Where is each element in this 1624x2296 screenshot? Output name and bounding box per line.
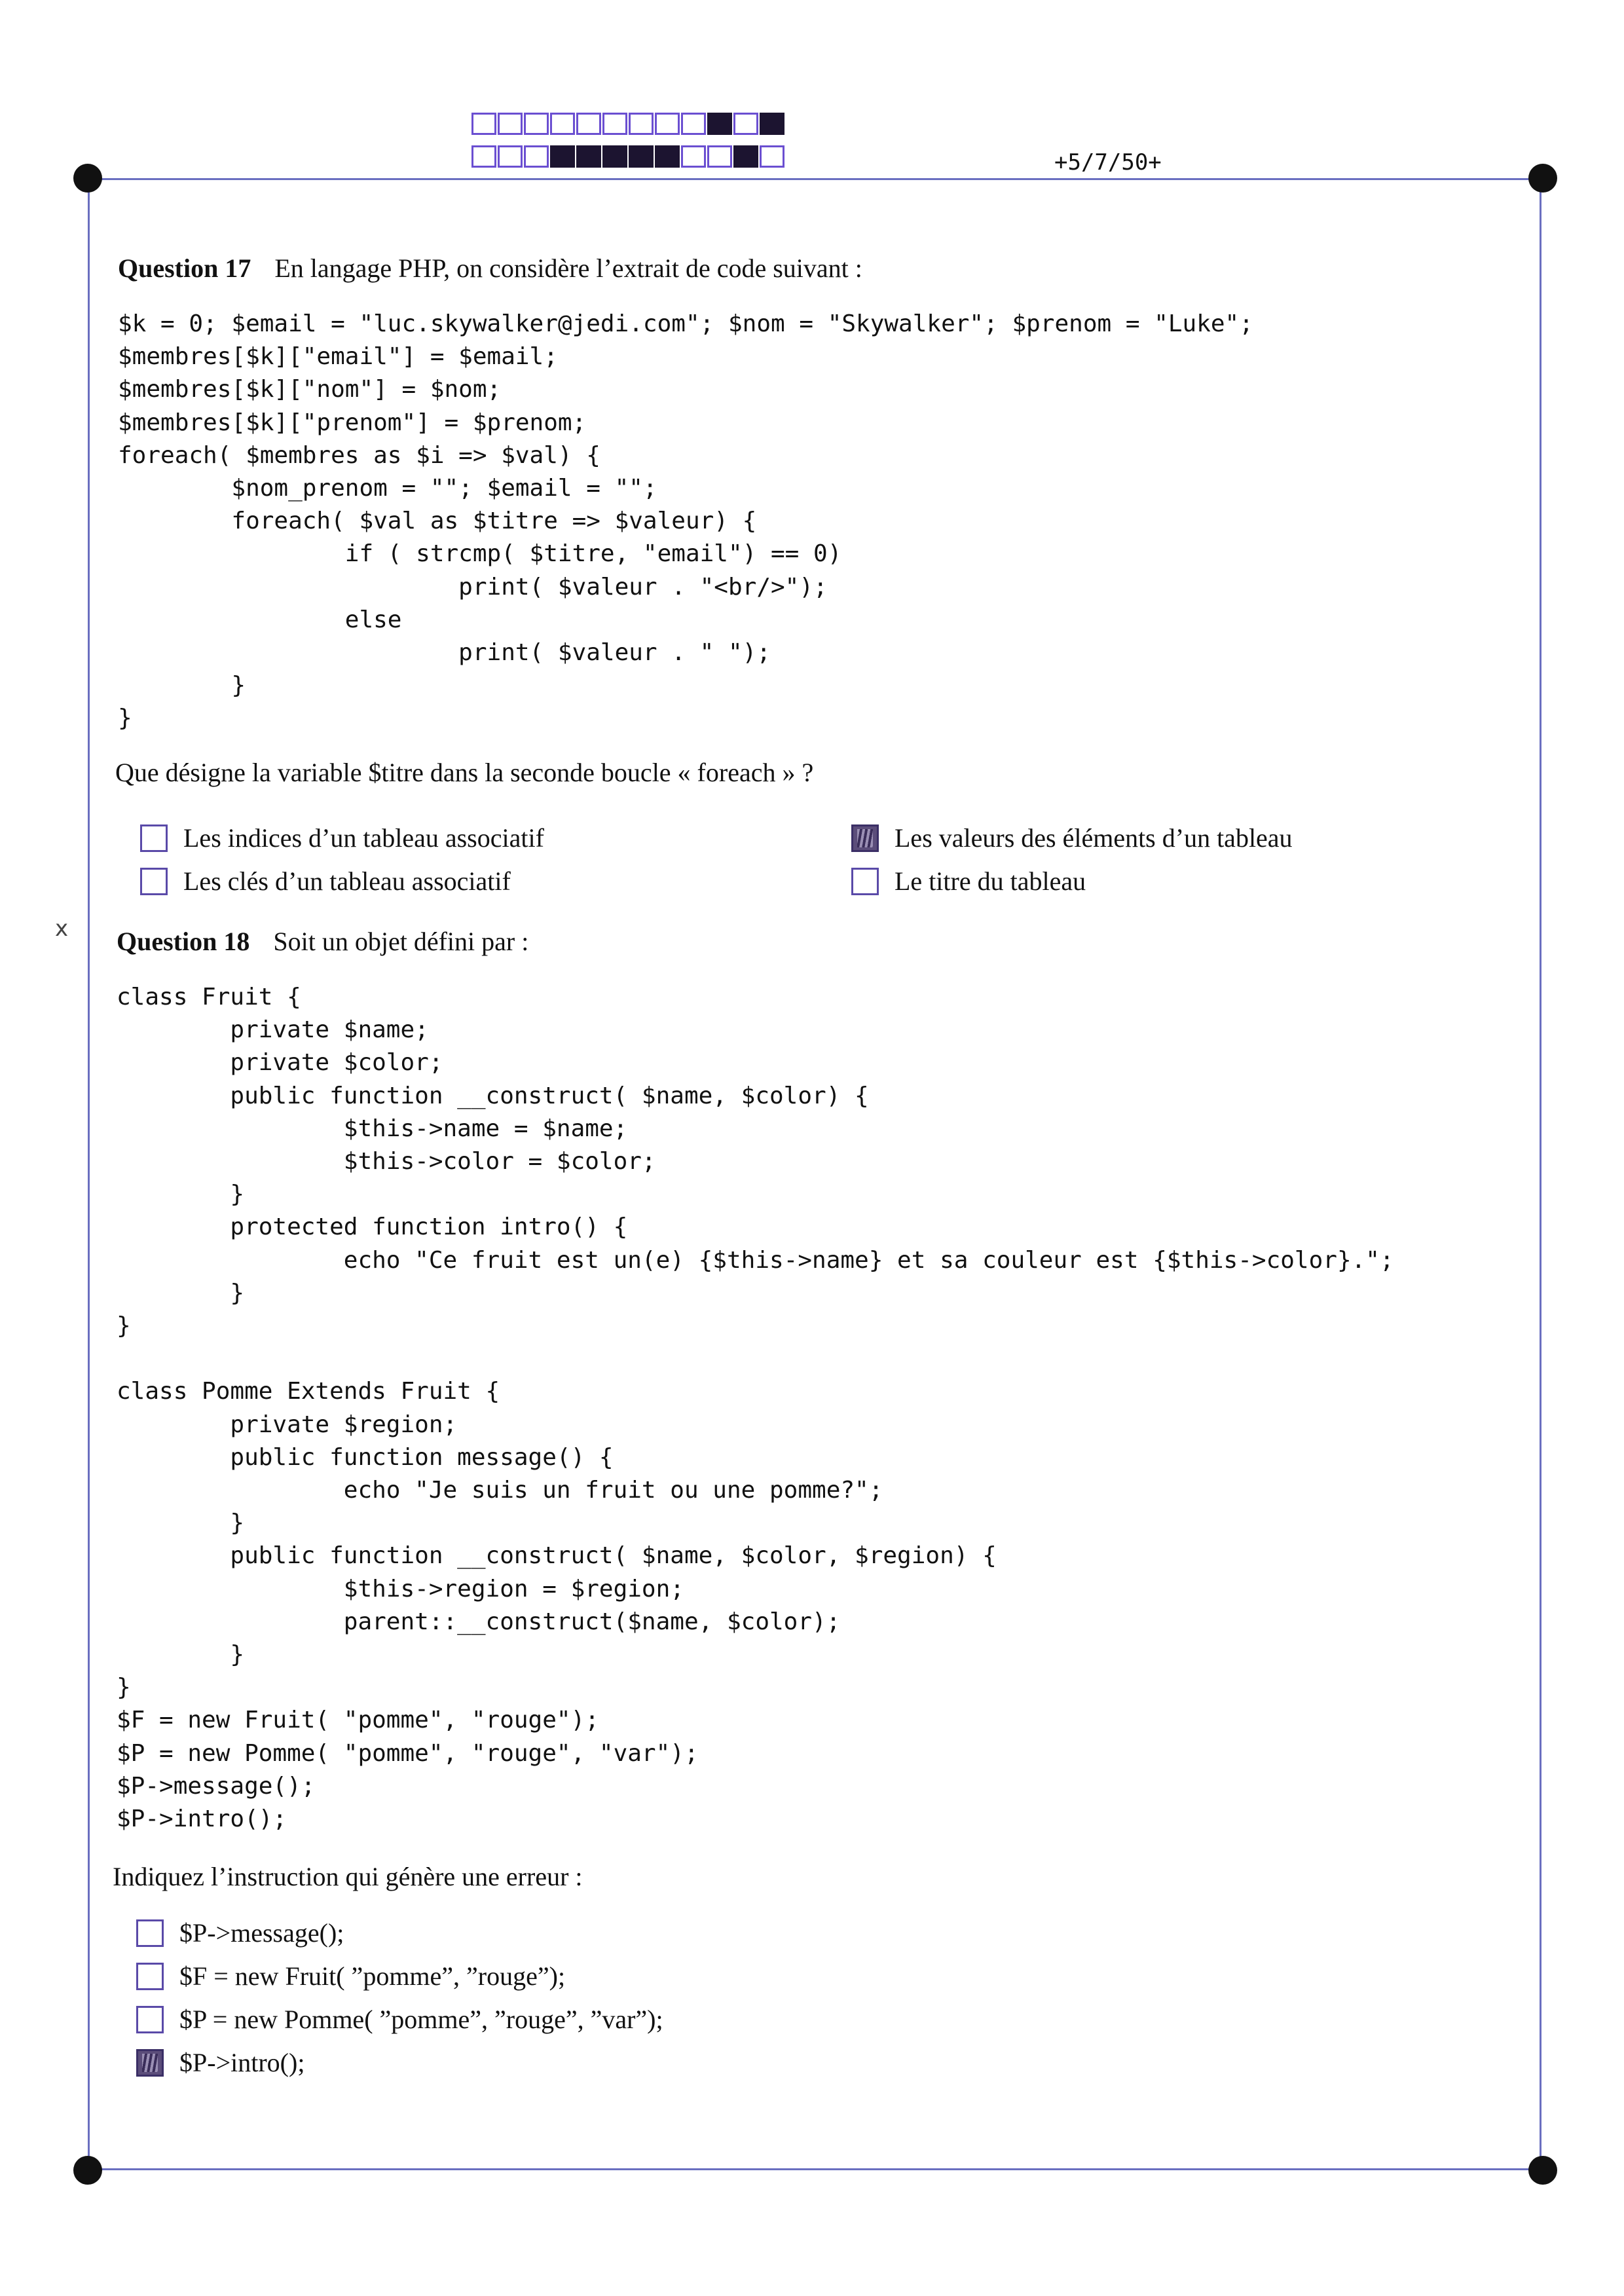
question-18-code: class Fruit { private $name; private $color; public function __construct( $name, $color) { $this->name = $name; $this->color = $color; } protected function intro() { echo "Ce fruit est un(e) {$this->name} et sa couleur est {$this->color}."; } } class Pomme Extends Fruit { private $region; public function message() { echo "Je suis un fruit ou une pomme?"; } public function __construct( $name, $color, $region) { $this->region = $region; parent::__construct($name, $color); } } $F = new Fruit( "pomme", "rouge"); $P = new Pomme( "pomme", "rouge", "var"); $P->message(); $P->intro(); (117, 984, 1394, 1833)
margin-mark: x (55, 916, 69, 942)
q17-option-2-checkbox[interactable] (140, 868, 168, 895)
barcode-cell (707, 113, 732, 135)
question-18-number: Question 18 (117, 927, 250, 956)
barcode-cell (576, 113, 601, 135)
barcode-cell (602, 113, 627, 135)
q18-option-3[interactable] (136, 2004, 663, 2035)
barcode-cell (524, 113, 549, 135)
q18-option-2[interactable] (136, 1961, 565, 1991)
barcode-cell (550, 145, 575, 168)
barcode-cell (498, 145, 523, 168)
barcode-cell (550, 113, 575, 135)
barcode-cell (602, 145, 627, 168)
q17-option-4[interactable] (851, 866, 1086, 897)
question-18-intro: Soit un objet défini par : (273, 927, 529, 956)
barcode-cell (655, 145, 680, 168)
q17-option-4-label: Le titre du tableau (895, 866, 1086, 896)
barcode-cell (629, 113, 654, 135)
barcode-cell (760, 113, 784, 135)
question-17-intro: En langage PHP, on considère l’extrait de code suivant : (274, 253, 862, 283)
barcode-cell (524, 145, 549, 168)
barcode-cell (629, 145, 654, 168)
barcode-cell (707, 145, 732, 168)
question-17-prompt: Que désigne la variable $titre dans la seconde boucle « foreach » ? (115, 758, 814, 787)
q18-option-1-checkbox[interactable] (136, 1919, 164, 1947)
q18-option-1[interactable] (136, 1917, 344, 1948)
question-18-prompt: Indiquez l’instruction qui génère une erreur : (113, 1862, 583, 1891)
barcode-cell (760, 145, 784, 168)
q18-option-4-label: $P->intro(); (179, 2048, 305, 2077)
q18-option-4[interactable] (136, 2047, 304, 2078)
question-18-header (117, 926, 528, 957)
barcode-cell (681, 113, 706, 135)
q18-option-3-checkbox[interactable] (136, 2006, 164, 2033)
barcode-cell (733, 145, 758, 168)
q18-option-3-label: $P = new Pomme( ”pomme”, ”rouge”, ”var”); (179, 2005, 663, 2034)
q17-option-2-label: Les clés d’un tableau associatif (183, 866, 511, 896)
q17-option-1-label: Les indices d’un tableau associatif (183, 823, 544, 853)
barcode-cell (471, 113, 496, 135)
q18-option-2-checkbox[interactable] (136, 1963, 164, 1990)
q17-option-1[interactable] (140, 823, 544, 853)
corner-marker-top-left (73, 164, 102, 193)
corner-marker-top-right (1528, 164, 1557, 193)
q18-option-4-checkbox[interactable] (136, 2049, 164, 2077)
barcode-cell (733, 113, 758, 135)
question-17-header (118, 253, 862, 284)
q18-option-2-label: $F = new Fruit( ”pomme”, ”rouge”); (179, 1961, 566, 1991)
q17-option-3-checkbox[interactable] (851, 824, 879, 852)
q17-option-2[interactable] (140, 866, 511, 897)
barcode-cell (576, 145, 601, 168)
barcode-cell (655, 113, 680, 135)
q17-option-3[interactable] (851, 823, 1293, 853)
question-17-code: $k = 0; $email = "luc.skywalker@jedi.com"; $nom = "Skywalker"; $prenom = "Luke"; $membres[$k]["email"] = $email; $membres[$k]["nom"] = $nom; $membres[$k]["prenom"] = $prenom; foreach( $membres as $i => $val) { $nom_prenom = ""; $email = ""; foreach( $val as $titre => $valeur) { if ( strcmp( $titre, "email") == 0) print( $valeur . "<br/>"); else print( $valeur . " "); } } (118, 310, 1253, 732)
corner-marker-bottom-right (1528, 2156, 1557, 2185)
q18-option-1-label: $P->message(); (179, 1918, 344, 1948)
barcode-cell (471, 145, 496, 168)
q17-option-4-checkbox[interactable] (851, 868, 879, 895)
q17-option-3-label: Les valeurs des éléments d’un tableau (895, 823, 1293, 853)
page-identifier: +5/7/50+ (1054, 149, 1162, 176)
q17-option-1-checkbox[interactable] (140, 824, 168, 852)
corner-marker-bottom-left (73, 2156, 102, 2185)
barcode-row-1 (471, 113, 786, 135)
barcode-cell (498, 113, 523, 135)
barcode-row-2 (471, 145, 786, 168)
question-17-number: Question 17 (118, 253, 251, 283)
barcode-cell (681, 145, 706, 168)
